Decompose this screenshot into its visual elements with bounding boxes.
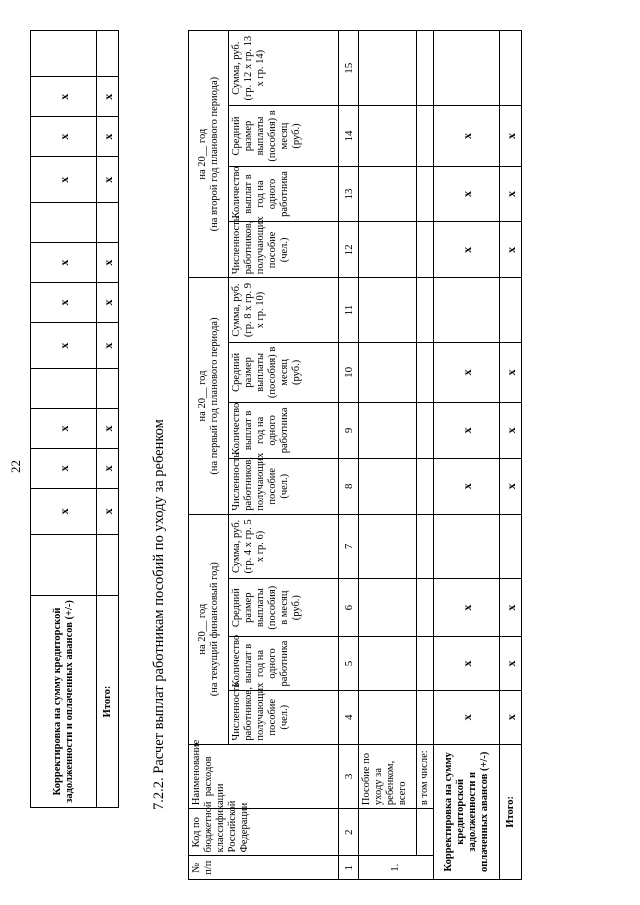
cell — [359, 690, 417, 744]
cell — [359, 458, 417, 514]
cell — [31, 203, 97, 243]
cell — [359, 342, 417, 402]
sub-header: Количество выплат в год на одного работника — [229, 402, 339, 458]
cell — [359, 31, 417, 106]
cell: х — [434, 106, 500, 166]
cell: х — [500, 579, 522, 637]
period-title: на 20__ год — [196, 603, 208, 655]
period-header-current — [189, 514, 229, 744]
top-table — [30, 30, 119, 808]
cell: х — [97, 77, 119, 117]
cell: х — [500, 106, 522, 166]
sub-header: Сумма, руб. (гр. 4 х гр. 5 х гр. 6) — [229, 514, 339, 578]
period-header-row — [189, 31, 229, 880]
period-header-first — [189, 278, 229, 514]
col-number: 11 — [339, 278, 359, 342]
cell — [359, 637, 417, 691]
cell: х — [31, 117, 97, 157]
col-number: 15 — [339, 31, 359, 106]
cell — [434, 278, 500, 342]
cell: х — [31, 322, 97, 368]
cell: х — [500, 458, 522, 514]
cell — [417, 166, 434, 222]
sub-header: Средний размер выплаты (пособия) в месяц (руб.) — [229, 106, 339, 166]
cell — [434, 31, 500, 106]
cell — [417, 514, 434, 578]
cell: х — [500, 402, 522, 458]
kbk-cell — [417, 809, 434, 856]
sub-header: Средний размер выплаты (пособия) в месяц (руб.) — [229, 342, 339, 402]
sub-header: Сумма, руб. (гр. 8 х гр. 9 х гр. 10) — [229, 278, 339, 342]
cell — [417, 690, 434, 744]
row-number: 1. — [359, 856, 434, 880]
period-title: на 20__ год — [196, 370, 208, 422]
cell: х — [434, 637, 500, 691]
cell — [359, 278, 417, 342]
cell — [359, 402, 417, 458]
column-numbers-row — [339, 31, 359, 880]
col-number: 13 — [339, 166, 359, 222]
col-number: 6 — [339, 579, 359, 637]
cell: х — [31, 409, 97, 449]
cell — [97, 535, 119, 596]
section-title: 7.2.2. Расчет выплат работникам пособий по уходу за ребенком — [151, 419, 167, 810]
cell: х — [434, 342, 500, 402]
cell: х — [434, 690, 500, 744]
cell: х — [97, 283, 119, 323]
cell: х — [97, 448, 119, 488]
cell — [417, 637, 434, 691]
cell — [359, 166, 417, 222]
period-subtitle: (на второй год планового периода) — [208, 76, 220, 232]
cell — [417, 579, 434, 637]
col-kbk-header: Код по бюджетной классификации Российской Федерации — [189, 809, 339, 856]
total-label: Итого: — [500, 744, 522, 879]
top-total-label: Итого: — [97, 595, 119, 807]
period-header-second — [189, 31, 229, 278]
cell — [417, 222, 434, 278]
cell: х — [500, 637, 522, 691]
cell — [359, 579, 417, 637]
cell — [417, 458, 434, 514]
cell — [359, 514, 417, 578]
sub-header: Численность работников, получающих пособие (чел.) — [229, 222, 339, 278]
cell — [500, 31, 522, 106]
cell — [434, 514, 500, 578]
cell — [500, 514, 522, 578]
sub-header: Численность работников, получающих пособие (чел.) — [229, 690, 339, 744]
cell: х — [500, 222, 522, 278]
cell: х — [31, 243, 97, 283]
col-number: 10 — [339, 342, 359, 402]
cell — [97, 31, 119, 77]
row-name: в том числе: — [417, 744, 434, 808]
cell: х — [97, 157, 119, 203]
col-number: 12 — [339, 222, 359, 278]
col-number: 2 — [339, 809, 359, 856]
cell — [97, 369, 119, 409]
cell: х — [31, 157, 97, 203]
kbk-cell — [359, 809, 417, 856]
col-name-header: Наименование расходов — [189, 744, 339, 808]
col-number: 7 — [339, 514, 359, 578]
cell — [31, 31, 97, 77]
cell: х — [31, 77, 97, 117]
cell — [359, 222, 417, 278]
row-including — [417, 31, 434, 880]
cell: х — [31, 488, 97, 534]
cell — [417, 106, 434, 166]
cell: х — [434, 458, 500, 514]
cell — [417, 342, 434, 402]
period-title: на 20__ год — [196, 128, 208, 180]
cell: х — [97, 117, 119, 157]
cell — [359, 106, 417, 166]
col-number: 1 — [339, 856, 359, 880]
col-number: 4 — [339, 690, 359, 744]
cell: х — [434, 166, 500, 222]
cell — [417, 278, 434, 342]
col-number: 5 — [339, 637, 359, 691]
cell: х — [97, 322, 119, 368]
row-correction — [434, 31, 500, 880]
row-benefit-total — [359, 31, 417, 880]
sub-header: Количество выплат в год на одного работника — [229, 166, 339, 222]
sub-header: Количество выплат в год на одного работника — [229, 637, 339, 691]
top-correction-label: Корректировка на сумму кредиторской задолженности и оплаченных авансов (+/-) — [31, 595, 97, 807]
col-number: 9 — [339, 402, 359, 458]
correction-label: Корректировка на сумму кредиторской задолженности и оплаченных авансов (+/-) — [434, 744, 500, 879]
row-total — [500, 31, 522, 880]
top-total-row — [97, 31, 119, 808]
col-number: 3 — [339, 744, 359, 808]
cell: х — [97, 243, 119, 283]
cell: х — [31, 448, 97, 488]
period-subtitle: (на первый год планового периода) — [208, 317, 220, 475]
period-subtitle: (на текущий финансовый год) — [208, 562, 220, 697]
cell — [417, 31, 434, 106]
sub-header: Сумма, руб. (гр. 12 х гр. 13 х гр. 14) — [229, 31, 339, 106]
main-table — [188, 30, 522, 880]
sub-header: Средний размер выплаты (пособия) в месяц (руб.) — [229, 579, 339, 637]
row-name: Пособие по уходу за ребенком, всего — [359, 744, 417, 808]
cell: х — [500, 166, 522, 222]
cell — [31, 369, 97, 409]
cell: х — [500, 690, 522, 744]
cell — [417, 402, 434, 458]
cell: х — [31, 283, 97, 323]
top-correction-row — [31, 31, 97, 808]
col-number: 8 — [339, 458, 359, 514]
col-no-header: № п/п — [189, 856, 339, 880]
cell: х — [97, 409, 119, 449]
cell: х — [434, 402, 500, 458]
cell: х — [434, 222, 500, 278]
col-number: 14 — [339, 106, 359, 166]
cell — [31, 535, 97, 596]
cell: х — [500, 342, 522, 402]
cell: х — [434, 579, 500, 637]
sub-header: Численность работников, получающих пособие (чел.) — [229, 458, 339, 514]
cell: х — [97, 488, 119, 534]
cell — [500, 278, 522, 342]
cell — [97, 203, 119, 243]
page-number: 22 — [8, 460, 23, 473]
